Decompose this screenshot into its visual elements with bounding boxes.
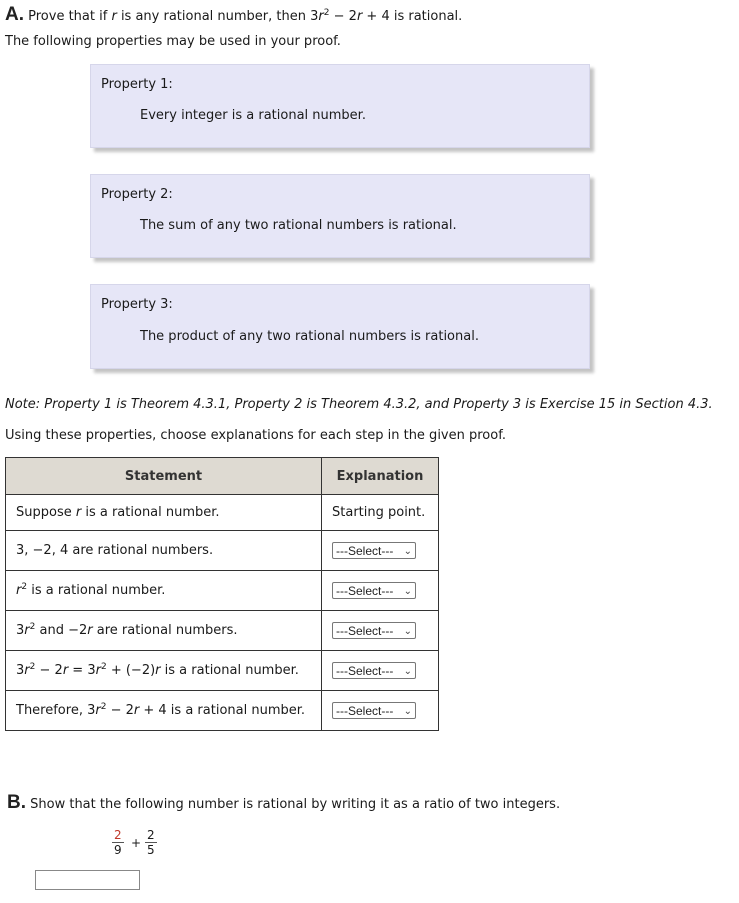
- note-text: Note: Property 1 is Theorem 4.3.1, Property 2 is Theorem 4.3.2, and Property 3 is Exercise 15 in Section 4.3.: [5, 397, 713, 412]
- statement-cell: $3r^2 - 2r = 3r^2 + (-2)r$ is a rational number.: [6, 651, 322, 691]
- property-title: Property 3:: [101, 297, 173, 312]
- property-text: Every integer is a rational number.: [140, 108, 366, 123]
- property-box-1: [90, 64, 590, 148]
- fraction-2-numerator: 2: [147, 828, 155, 842]
- explanation-cell: [322, 691, 439, 731]
- explanation-cell: Starting point.: [322, 495, 439, 531]
- part-b-prompt: B. Show that the following number is rational by writing it as a ratio of two integers.: [7, 792, 561, 813]
- chevron-down-icon: ⌄: [403, 546, 412, 557]
- part-a-prompt: A. Prove that if r is any rational number, then $3r^2 - 2r + 4$ is rational.: [5, 4, 463, 25]
- statement-cell: Suppose r is a rational number.: [6, 495, 322, 531]
- properties-intro: The following properties may be used in your proof.: [5, 34, 341, 49]
- proof-table: [5, 457, 439, 731]
- explanation-select[interactable]: ---Select--- ⌄: [332, 582, 416, 599]
- explanation-cell: [322, 651, 439, 691]
- property-title: Property 1:: [101, 77, 173, 92]
- plus-sign: +: [131, 836, 142, 850]
- fraction-1: [112, 828, 124, 857]
- explanation-cell: [322, 531, 439, 571]
- property-title: Property 2:: [101, 187, 173, 202]
- table-row: [6, 651, 439, 691]
- chevron-down-icon: ⌄: [403, 626, 412, 637]
- table-row: [6, 691, 439, 731]
- fraction-1-numerator: 2: [114, 828, 122, 842]
- statement-cell: Therefore, $3r^2 - 2r + 4$ is a rational number.: [6, 691, 322, 731]
- property-box-2: [90, 174, 590, 258]
- instruction-text: Using these properties, choose explanations for each step in the given proof.: [5, 428, 506, 443]
- explanation-select[interactable]: ---Select--- ⌄: [332, 622, 416, 639]
- statement-cell: $r^2$ is a rational number.: [6, 571, 322, 611]
- explanation-select[interactable]: ---Select--- ⌄: [332, 542, 416, 559]
- answer-input[interactable]: [35, 870, 140, 890]
- part-b-letter: B.: [7, 792, 26, 813]
- chevron-down-icon: ⌄: [403, 586, 412, 597]
- table-row: [6, 571, 439, 611]
- explanation-select[interactable]: ---Select--- ⌄: [332, 702, 416, 719]
- property-text: The product of any two rational numbers is rational.: [140, 329, 479, 344]
- explanation-select[interactable]: ---Select--- ⌄: [332, 662, 416, 679]
- table-header-row: [6, 458, 439, 495]
- statement-cell: 3, −2, 4 are rational numbers.: [6, 531, 322, 571]
- table-row: [6, 495, 439, 531]
- chevron-down-icon: ⌄: [403, 666, 412, 677]
- statement-cell: $3r^2$ and −2r are rational numbers.: [6, 611, 322, 651]
- property-box-3: [90, 284, 590, 369]
- fraction-2: [145, 828, 157, 857]
- header-explanation: Explanation: [322, 458, 439, 495]
- chevron-down-icon: ⌄: [403, 706, 412, 717]
- explanation-cell: [322, 571, 439, 611]
- table-row: [6, 611, 439, 651]
- table-row: [6, 531, 439, 571]
- fraction-2-denominator: 5: [147, 843, 155, 857]
- explanation-cell: [322, 611, 439, 651]
- header-statement: Statement: [6, 458, 322, 495]
- fraction-1-denominator: 9: [114, 843, 122, 857]
- property-text: The sum of any two rational numbers is rational.: [140, 218, 457, 233]
- part-a-letter: A.: [5, 4, 24, 25]
